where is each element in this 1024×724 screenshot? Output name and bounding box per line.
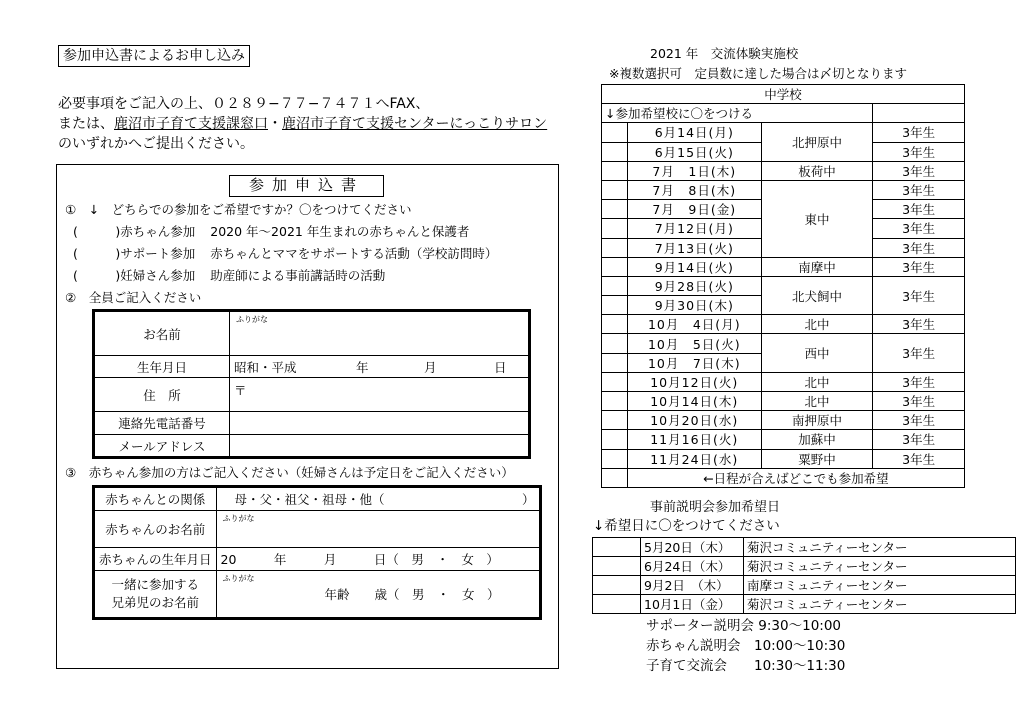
schedule-table (601, 84, 965, 488)
participant-table (92, 309, 531, 459)
question-2: ② 全員ご記入ください (65, 290, 202, 305)
name-label: お名前 (94, 311, 230, 356)
option-name: 妊婦さん参加 (120, 268, 196, 283)
page-heading: 参加申込書によるお申し込み (58, 45, 250, 67)
briefing-instruction: ↓希望日に〇をつけてください (593, 518, 780, 534)
schedule-date: 7月 1日(木) (627, 161, 761, 180)
briefing-place: 南摩コミュニティーセンター (744, 576, 1016, 595)
schedule-date: 11月16日(火) (627, 430, 761, 449)
baby-name-label: 赤ちゃんのお名前 (94, 511, 217, 548)
address-label: 住 所 (94, 378, 230, 412)
question-1: ① ↓ どちらでの参加をご希望ですか？〇をつけてください (65, 202, 412, 217)
check-cell[interactable] (602, 334, 628, 353)
option-baby[interactable] (73, 224, 469, 240)
check-cell[interactable] (602, 200, 628, 219)
schedule-date: 10月 4日(月) (627, 315, 761, 334)
briefing-date: 6月24日（木） (641, 557, 744, 576)
furigana-label: ふりがな (222, 574, 255, 583)
month-label: 月 (424, 359, 437, 375)
option-desc: 助産師による事前講話時の活動 (210, 268, 386, 283)
check-cell[interactable] (602, 219, 628, 238)
intro-line-3: のいずれかへご提出ください。 (58, 136, 254, 152)
option-pregnant[interactable] (73, 268, 385, 284)
schedule-grade: 3年生 (873, 430, 965, 449)
check-cell[interactable] (602, 238, 628, 257)
schedule-school: 北中 (761, 315, 873, 334)
schedule-date: 7月12日(月) (627, 219, 761, 238)
schedule-date: 10月 7日(木) (627, 353, 761, 372)
time-exchange: 子育て交流会 10:30〜11:30 (646, 658, 846, 674)
schedule-school: 南摩中 (761, 257, 873, 276)
briefing-place: 菊沢コミュニティーセンター (744, 538, 1016, 557)
schedule-grade: 3年生 (873, 392, 965, 411)
schedule-note: ※複数選択可 定員数に達した場合は〆切となります (609, 66, 907, 81)
schedule-grade: 3年生 (873, 449, 965, 468)
schedule-grade: 3年生 (873, 315, 965, 334)
schedule-school: 板荷中 (761, 161, 873, 180)
mail-label: メールアドレス (94, 435, 230, 458)
schedule-title: 2021 年 交流体験実施校 (650, 46, 799, 61)
schedule-date: 10月20日(水) (627, 411, 761, 430)
schedule-grade: 3年生 (873, 276, 965, 314)
furigana-label: ふりがな (236, 315, 268, 324)
schedule-date: 6月14日(月) (627, 123, 761, 142)
schedule-grade: 3年生 (873, 372, 965, 391)
form-title: 参加申込書 (229, 175, 384, 197)
schedule-date: 7月13日(火) (627, 238, 761, 257)
schedule-date: 10月12日(火) (627, 372, 761, 391)
briefing-date: 9月2日 （木） (641, 576, 744, 595)
schedule-grade: 3年生 (873, 200, 965, 219)
check-cell[interactable] (593, 538, 641, 557)
briefing-date: 5月20日（木） (641, 538, 744, 557)
office-link: 鹿沼市子育て支援課窓口 (114, 116, 268, 132)
schedule-instruction: ↓参加希望校に〇をつける (602, 104, 873, 123)
schedule-grade: 3年生 (873, 411, 965, 430)
schedule-date: 11月24日(水) (627, 449, 761, 468)
sibling-age: 年齢 歳（ 男 ・ 女 ） (324, 587, 500, 602)
schedule-grade: 3年生 (873, 334, 965, 372)
schedule-date: 9月14日(火) (627, 257, 761, 276)
relation-field[interactable]: 母・父・祖父・祖母・他（ ） (216, 487, 540, 511)
schedule-grade: 3年生 (873, 142, 965, 161)
year-label: 年 (356, 359, 369, 375)
time-supporter: サポーター説明会 9:30〜10:00 (646, 618, 842, 634)
schedule-grade: 3年生 (873, 123, 965, 142)
schedule-grade: 3年生 (873, 238, 965, 257)
sibling-field[interactable] (216, 571, 540, 619)
baby-name-field[interactable] (216, 511, 540, 548)
option-name: サポート参加 (120, 246, 196, 261)
check-cell[interactable] (602, 372, 628, 391)
schedule-date: 7月 9日(金) (627, 200, 761, 219)
relation-label: 赤ちゃんとの関係 (94, 487, 217, 511)
option-support[interactable] (73, 246, 497, 262)
option-desc: 2020 年〜2021 年生まれの赤ちゃんと保護者 (210, 224, 470, 239)
schedule-date: 10月 5日(火) (627, 334, 761, 353)
schedule-school: 南押原中 (761, 411, 873, 430)
schedule-school: 粟野中 (761, 449, 873, 468)
question-3: ③ 赤ちゃん参加の方はご記入ください（妊婦さんは予定日をご記入ください） (65, 465, 514, 480)
schedule-footer: ←日程が合えばどこでも参加希望 (627, 468, 964, 487)
check-cell[interactable] (602, 123, 628, 142)
check-cell[interactable] (602, 411, 628, 430)
check-cell[interactable] (602, 296, 628, 315)
check-cell[interactable] (602, 430, 628, 449)
schedule-date: 10月14日(木) (627, 392, 761, 411)
address-field[interactable] (230, 378, 530, 412)
phone-field[interactable] (230, 412, 530, 435)
mail-field[interactable] (230, 435, 530, 458)
check-cell[interactable] (602, 315, 628, 334)
option-name: 赤ちゃん参加 (120, 224, 196, 239)
schedule-school: 加蘇中 (761, 430, 873, 449)
birth-era: 昭和・平成 (234, 359, 297, 375)
check-cell[interactable] (602, 468, 628, 487)
schedule-grade: 3年生 (873, 219, 965, 238)
intro-line-2 (58, 115, 547, 133)
schedule-date: 9月28日(火) (627, 276, 761, 295)
sibling-label-line2: 兄弟児のお名前 (111, 595, 200, 610)
option-desc: 赤ちゃんとママをサポートする活動（学校訪問時） (210, 246, 498, 261)
option-paren: ( ) (73, 246, 121, 261)
schedule-date: 7月 8日(木) (627, 180, 761, 199)
check-cell[interactable] (593, 557, 641, 576)
intro-prefix: または、 (58, 116, 114, 132)
option-paren: ( ) (73, 224, 121, 239)
schedule-grade: 3年生 (873, 257, 965, 276)
option-paren: ( ) (73, 268, 121, 283)
schedule-grade: 3年生 (873, 161, 965, 180)
briefing-date: 10月1日（金） (641, 595, 744, 614)
schedule-school: 北犬飼中 (761, 276, 873, 314)
baby-table (92, 485, 542, 620)
schedule-school: 北中 (761, 392, 873, 411)
intro-sep: ・ (268, 116, 282, 132)
birth-field[interactable] (230, 356, 530, 378)
birth-label: 生年月日 (94, 356, 230, 378)
phone-label: 連絡先電話番号 (94, 412, 230, 435)
schedule-school: 東中 (761, 180, 873, 257)
schedule-date: 9月30日(木) (627, 296, 761, 315)
check-cell[interactable] (602, 353, 628, 372)
schedule-school: 北押原中 (761, 123, 873, 161)
schedule-school: 西中 (761, 334, 873, 372)
postal-mark: 〒 (234, 383, 247, 398)
briefing-table (592, 537, 1016, 614)
check-cell[interactable] (602, 180, 628, 199)
schedule-date: 6月15日(火) (627, 142, 761, 161)
schedule-school: 北中 (761, 372, 873, 391)
baby-birth-label: 赤ちゃんの生年月日 (94, 548, 217, 571)
check-cell[interactable] (602, 142, 628, 161)
sibling-label (94, 571, 217, 619)
check-cell[interactable] (602, 449, 628, 468)
check-cell[interactable] (602, 257, 628, 276)
briefing-title: 事前説明会参加希望日 (650, 500, 781, 515)
check-cell[interactable] (602, 392, 628, 411)
schedule-grade: 3年生 (873, 180, 965, 199)
baby-birth-field[interactable]: 20 年 月 日（ 男 ・ 女 ） (216, 548, 540, 571)
schedule-header: 中学校 (602, 85, 965, 104)
check-cell[interactable] (602, 276, 628, 295)
briefing-place: 菊沢コミュニティーセンター (744, 557, 1016, 576)
time-baby: 赤ちゃん説明会 10:00〜10:30 (646, 638, 846, 654)
check-cell[interactable] (602, 161, 628, 180)
salon-link: 鹿沼市子育て支援センターにっこりサロン (282, 116, 548, 132)
check-cell[interactable] (593, 595, 641, 614)
check-cell[interactable] (593, 576, 641, 595)
intro-line-1: 必要事項をご記入の上、０２８９−７７−７４７１へFAX、 (58, 96, 430, 112)
briefing-place: 菊沢コミュニティーセンター (744, 595, 1016, 614)
sibling-label-line1: 一緒に参加する (111, 577, 200, 592)
name-field[interactable] (230, 311, 530, 356)
furigana-label: ふりがな (222, 514, 255, 523)
day-label: 日 (494, 359, 507, 375)
